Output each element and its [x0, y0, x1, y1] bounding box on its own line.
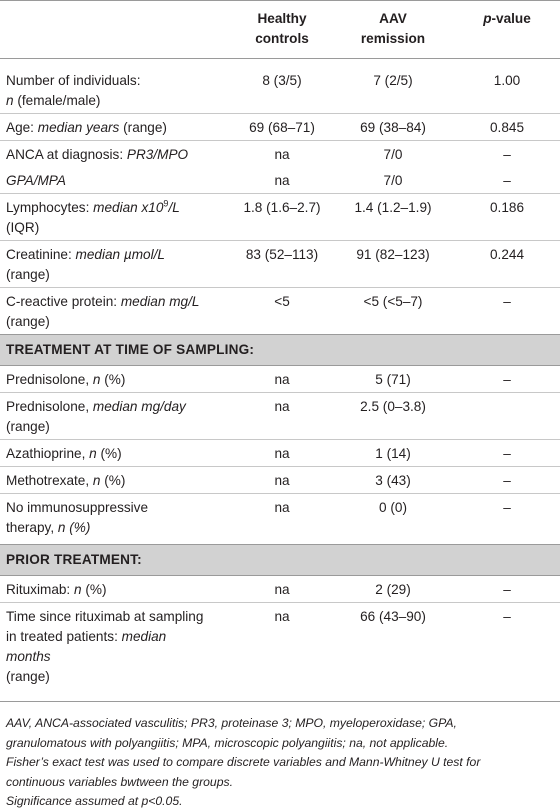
- cell-healthy: 69 (68–71): [232, 114, 332, 141]
- row-label: GPA/MPA: [6, 173, 66, 188]
- header-p-value: p-value: [454, 1, 560, 59]
- header-healthy-controls: Healthy controls: [232, 1, 332, 59]
- footnote-line: Significance assumed at p<0.05.: [6, 794, 183, 808]
- cell-healthy: 8 (3/5): [262, 73, 302, 88]
- cell-p: –: [503, 582, 511, 597]
- cell-aav: 0 (0): [332, 494, 454, 545]
- cell-aav: 7 (2/5): [373, 73, 413, 88]
- table-row: [0, 167, 560, 194]
- row-label: Azathioprine, n (%): [0, 440, 232, 467]
- cell-p: 0.244: [454, 241, 560, 288]
- row-label: Lymphocytes: median $x10^9/L$ (IQR): [0, 194, 232, 241]
- cell-aav: <5 (<5–7): [332, 288, 454, 335]
- cell-healthy: na: [232, 494, 332, 545]
- cell-p: –: [454, 141, 560, 168]
- section-header-prior: [0, 545, 560, 576]
- header-aav-remission: AAV remission: [332, 1, 454, 59]
- cell-p: 1.00: [493, 73, 521, 88]
- row-label: Prednisolone, n (%): [6, 372, 126, 387]
- cell-aav: 1.4 (1.2–1.9): [332, 194, 454, 241]
- cell-p: –: [503, 173, 511, 188]
- row-label: Age: median years (range): [0, 114, 232, 141]
- cell-p: –: [454, 603, 560, 702]
- section-title: PRIOR TREATMENT:: [0, 545, 560, 576]
- table-row: [0, 576, 560, 603]
- footnote-line: AAV, ANCA-associated vasculitis; PR3, proteinase 3; MPO, myeloperoxidase; GPA,: [6, 716, 457, 730]
- cell-aav: 69 (38–84): [332, 114, 454, 141]
- row-label: ANCA at diagnosis: PR3/MPO: [0, 141, 232, 168]
- table-row: [0, 393, 560, 440]
- section-header-treatment: [0, 335, 560, 366]
- row-label: Prednisolone, median mg/day (range): [0, 393, 232, 440]
- cell-p: –: [454, 494, 560, 545]
- cell-healthy: na: [274, 582, 290, 597]
- cell-aav: 7/0: [383, 173, 403, 188]
- cell-aav: 5 (71): [375, 372, 411, 387]
- row-label: No immunosuppressive therapy, n (%): [0, 494, 232, 545]
- row-label: Methotrexate, n (%): [0, 467, 232, 494]
- cell-p: –: [503, 372, 511, 387]
- table-row: [0, 288, 560, 335]
- table-row: [0, 440, 560, 467]
- footnote-line: continuous variables bwtween the groups.: [6, 774, 233, 789]
- cell-p: –: [454, 440, 560, 467]
- cell-aav: 66 (43–90): [332, 603, 454, 702]
- cell-aav: 2.5 (0–3.8): [332, 393, 454, 440]
- footnote-line: granulomatous with polyangiitis; MPA, microscopic polyangiitis; na, not applicable.: [6, 735, 449, 750]
- cell-healthy: 1.8 (1.6–2.7): [232, 194, 332, 241]
- header-row: [0, 1, 560, 59]
- cell-healthy: na: [232, 141, 332, 168]
- cell-healthy: na: [232, 393, 332, 440]
- cell-p: 0.845: [454, 114, 560, 141]
- section-title: TREATMENT AT TIME OF SAMPLING:: [0, 335, 560, 366]
- cell-aav: 1 (14): [332, 440, 454, 467]
- table-row: [0, 467, 560, 494]
- header-empty: [0, 1, 232, 59]
- cell-p: –: [454, 467, 560, 494]
- table-row: [0, 114, 560, 141]
- table-row: [0, 494, 560, 545]
- table-footnote: [0, 701, 560, 812]
- row-label: Rituximab: n (%): [6, 582, 107, 597]
- cell-healthy: na: [232, 467, 332, 494]
- table-row: [0, 241, 560, 288]
- cell-p: [454, 393, 560, 440]
- table-row: [0, 603, 560, 702]
- cell-p: 0.186: [454, 194, 560, 241]
- cell-healthy: 83 (52–113): [232, 241, 332, 288]
- cell-healthy: na: [274, 173, 290, 188]
- row-label: Number of individuals: n (female/male): [6, 73, 141, 108]
- cell-healthy: <5: [232, 288, 332, 335]
- cell-aav: 91 (82–123): [332, 241, 454, 288]
- cell-aav: 2 (29): [375, 582, 411, 597]
- cell-healthy: na: [232, 440, 332, 467]
- table-row: [0, 59, 560, 114]
- table-row: [0, 141, 560, 168]
- row-label: C-reactive protein: median mg/L (range): [0, 288, 232, 335]
- cell-healthy: na: [232, 603, 332, 702]
- footnote-line: Fisher’s exact test was used to compare discrete variables and Mann-Whitney U test for: [6, 755, 481, 769]
- row-label: Creatinine: median µmol/L (range): [0, 241, 232, 288]
- cell-healthy: na: [274, 372, 290, 387]
- cell-aav: 7/0: [332, 141, 454, 168]
- table-row: [0, 366, 560, 393]
- row-label: Time since rituximab at sampling in treated patients: median months (range): [0, 603, 232, 702]
- table-row: [0, 194, 560, 241]
- cell-p: –: [454, 288, 560, 335]
- cell-aav: 3 (43): [332, 467, 454, 494]
